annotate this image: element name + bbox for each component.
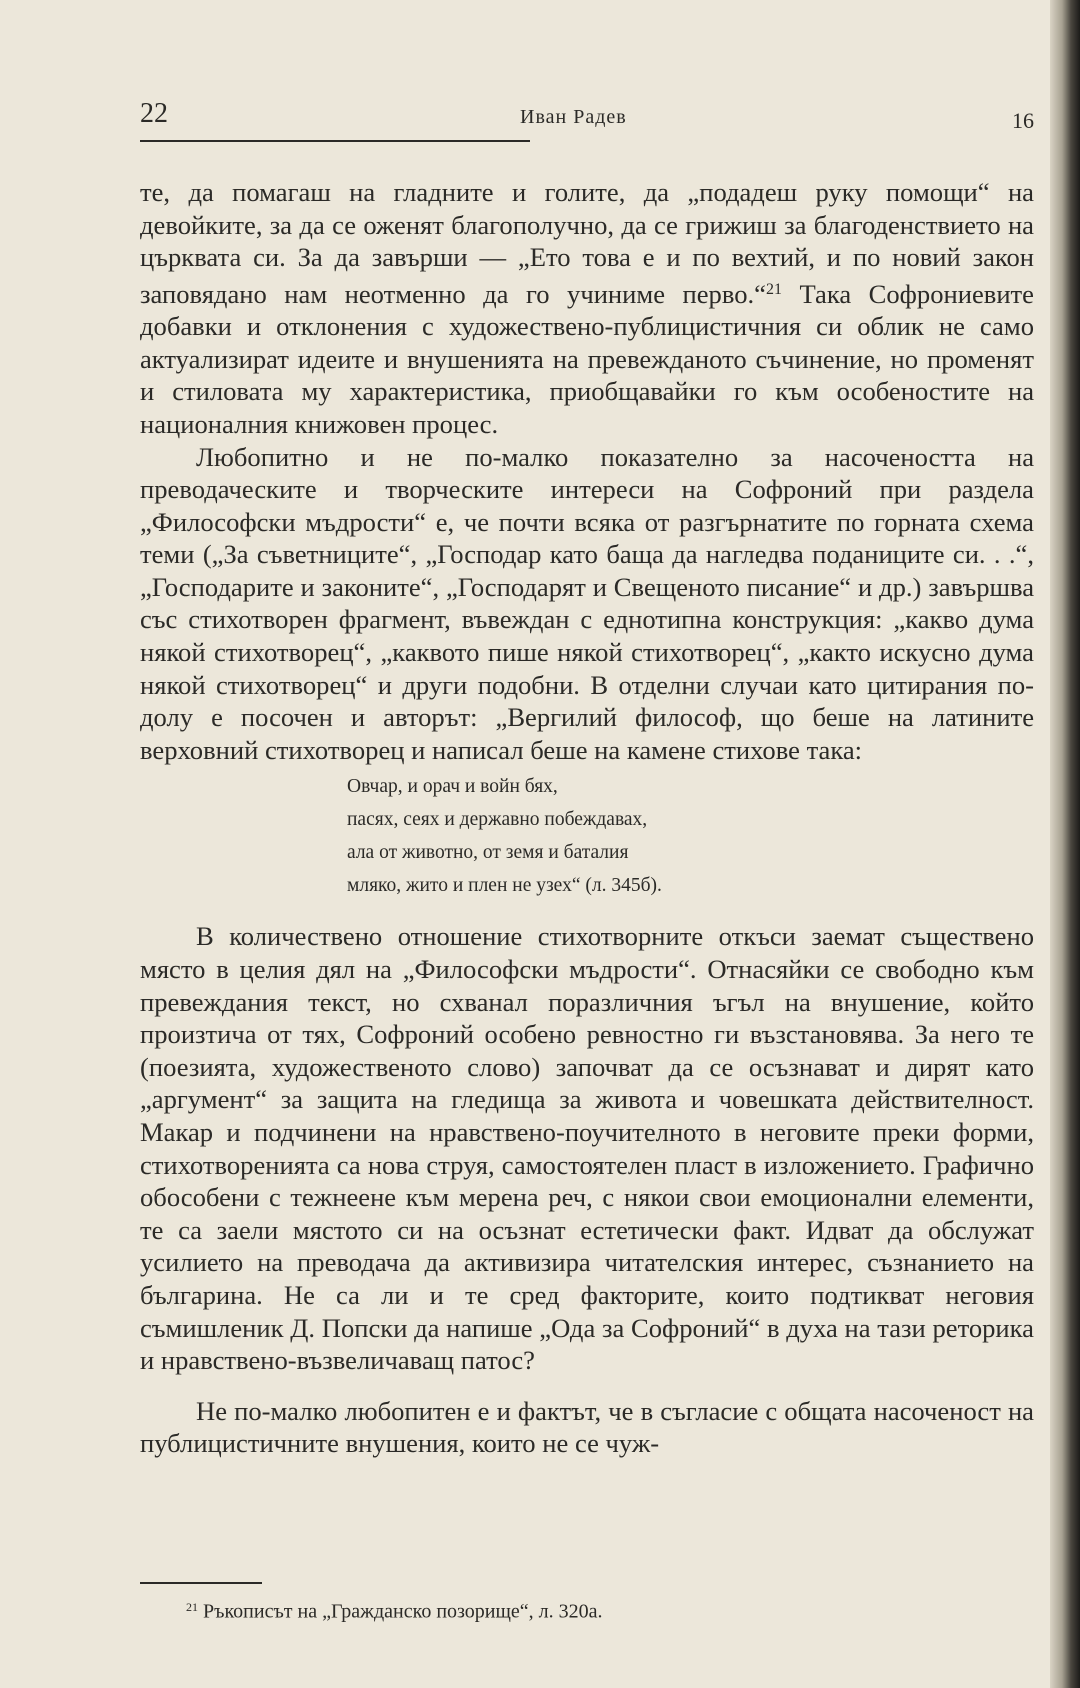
footnote-number: 21 [186, 1600, 198, 1614]
poem-line-1: Овчар, и орач и войн бях, [347, 776, 558, 798]
book-binding-edge [1050, 0, 1080, 1688]
page-number: 22 [140, 98, 168, 129]
paragraph-1-text-b: Така Софрониевите добавки и отклонения с художествено-публицистичния си облик не само актуализират идеите и внушенията на превежданото съчинение, но променят и стиловата му характеристика, приобщавайки го към особеностите на националния книжовен процес. [140, 278, 1034, 439]
footnote-text: Ръкописът на „Гражданско позорище“, л. 320а. [198, 1600, 603, 1623]
paragraph-4: Не по-малко любопитен е и фактът, че в съгласие с общата насоченост на публицистичните внушения, които не се чуж- [140, 1395, 1034, 1459]
header-rule [140, 140, 530, 142]
paragraph-2: Любопитно и не по-малко показателно за насочеността на преводаческите и творческите интереси на Софроний при раздела „Философски мъдрости“ е, че почти всяка от разгърнатите по горната схема теми („За съветниците“, „Господар като баща да нагледва поданиците си. . .“, „Господарите и законите“, „Господарят и Свещеното писание“ и др.) завършва със стихотворен фрагмент, въвеждан с еднотипна конструкция: „какво дума някой стихотворец“, „каквото пише някой стихотворец“, „както искусно дума някой стихотворец“ и други подобни. В отделни случаи като цитирания по-долу е посочен и авторът: „Вергилий философ, що беше на латините верховний стихотворец и написал беше на камене стихове така: [140, 441, 1034, 765]
poem-line-2: пасях, сеях и державно побеждавах, [347, 809, 648, 831]
footnote-ref: 21 [765, 280, 782, 298]
paragraph-1 [140, 176, 1034, 441]
footnote-rule [140, 1582, 262, 1584]
running-head: Иван Радев [520, 106, 627, 128]
signature-mark: 16 [1012, 108, 1034, 133]
poem-quote [347, 770, 1034, 902]
paragraph-1-text-a: те, да помагаш на гладните и голите, да „подадеш руку помощи“ на девойките, за да се оженят благополучно, да се грижиш за благоденствието на църквата си. За да завърши — „Ето това е и по вехтий, и по новий закон заповядано нам неотменно да го учиниме перво.“ [140, 177, 1034, 309]
poem-line-4: мляко, жито и плен не узех“ (л. 345б). [347, 875, 662, 897]
paragraph-3: В количествено отношение стихотворните откъси заемат съществено място в целия дял на „Философски мъдрости“. Отнасяйки се свободно към превеждания текст, но схванал поразличния ъгъл на внушение, който произтича от тях, Софроний особено ревностно ги възстановява. За него те (поезията, художественото слово) започват да се осъзнават и дирят като „аргумент“ за защита на гледища за живота и човешката действителност. Макар и подчинени на нравствено-поучителното в неговите преки форми, стихотворенията са нова струя, самостоятелен пласт в изложението. Графично обособени с тежнеене към мерена реч, с някои свои емоционални елементи, те са заели мястото си на осъзнат естетически факт. Идват да обслужат усилието на преводача да активизира читателския интерес, съзнанието на българина. Не са ли и те сред факторите, които подтикват неговия съмишленик Д. Попски да напише „Ода за Софроний“ в духа на тази реторика и нравствено-възвеличаващ патос? [140, 921, 1034, 1376]
page-header [140, 98, 1034, 138]
footnote [186, 1600, 603, 1624]
poem-line-3: ала от животно, от земя и баталия [347, 842, 629, 864]
main-text [140, 176, 1034, 1460]
